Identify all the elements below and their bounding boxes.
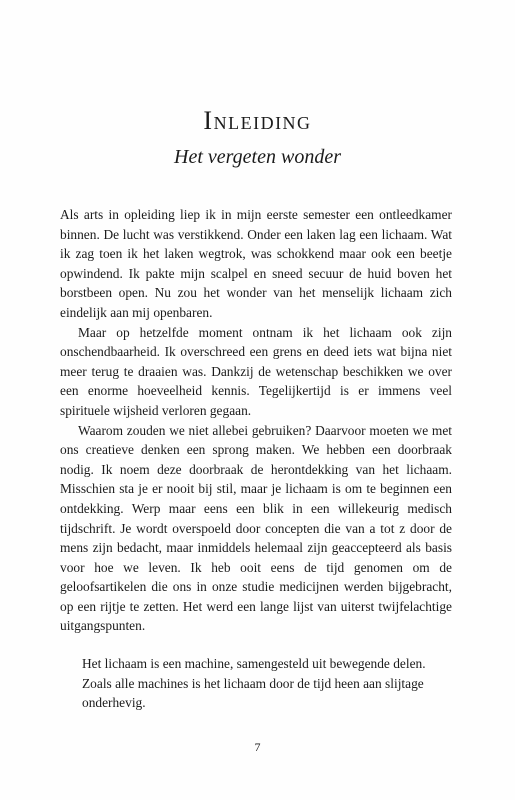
page-number: 7 — [254, 740, 261, 754]
chapter-title: Inleiding — [203, 106, 312, 135]
paragraph-1: Als arts in opleiding liep ik in mijn eerste semester een ontleedkamer binnen. De lucht was verstikkend. Onder een laken lag een lichaam. Wat ik zag toen ik het laken wegtrok, was schokkend maar ook een beetje opwindend. Ik pakte mijn scalpel en sneed secuur de huid boven het borstbeen open. Nu zou het wonder van het menselijk lichaam zich eindelijk aan mij openbaren. — [60, 207, 452, 320]
block-quote: Het lichaam is een machine, samengesteld uit bewegende delen. Zoals alle machines is het lichaam door de tijd heen aan slijtage onderhevig. — [82, 656, 426, 711]
paragraph-2: Maar op hetzelfde moment ontnam ik het lichaam ook zijn onschendbaarheid. Ik overschreed een grens en deed iets wat bijna niet meer terug te draaien was. Dankzij de wetenschap beschikken we over een enorme hoeveelheid kennis. Tegelijkertijd is er immens veel spirituele wijsheid verloren gegaan. — [60, 324, 452, 418]
paragraph-3: Waarom zouden we niet allebei gebruiken? Daarvoor moeten we met ons creatieve denken een sprong maken. We hebben een doorbraak nodig. Ik noem deze doorbraak de herontdekking van het lichaam. Misschien sta je er nooit bij stil, maar je lichaam is om te beginnen een ontdekking. Werp maar eens een blik in een willekeurig medisch tijdschrift. Je wordt overspoeld door concepten die van a tot z door de mens zijn bedacht, maar inmiddels helemaal zijn geaccepteerd als basis voor hoe we leven. Ik heb ooit eens de tijd genomen om de geloofsartikelen die ons in onze studie medicijnen werden bijgebracht, op een rijtje te zetten. Het werd een lange lijst van uiterst twijfelachtige uitgangspunten. — [60, 422, 452, 634]
body-text — [60, 205, 452, 636]
chapter-subtitle: Het vergeten wonder — [174, 146, 341, 168]
